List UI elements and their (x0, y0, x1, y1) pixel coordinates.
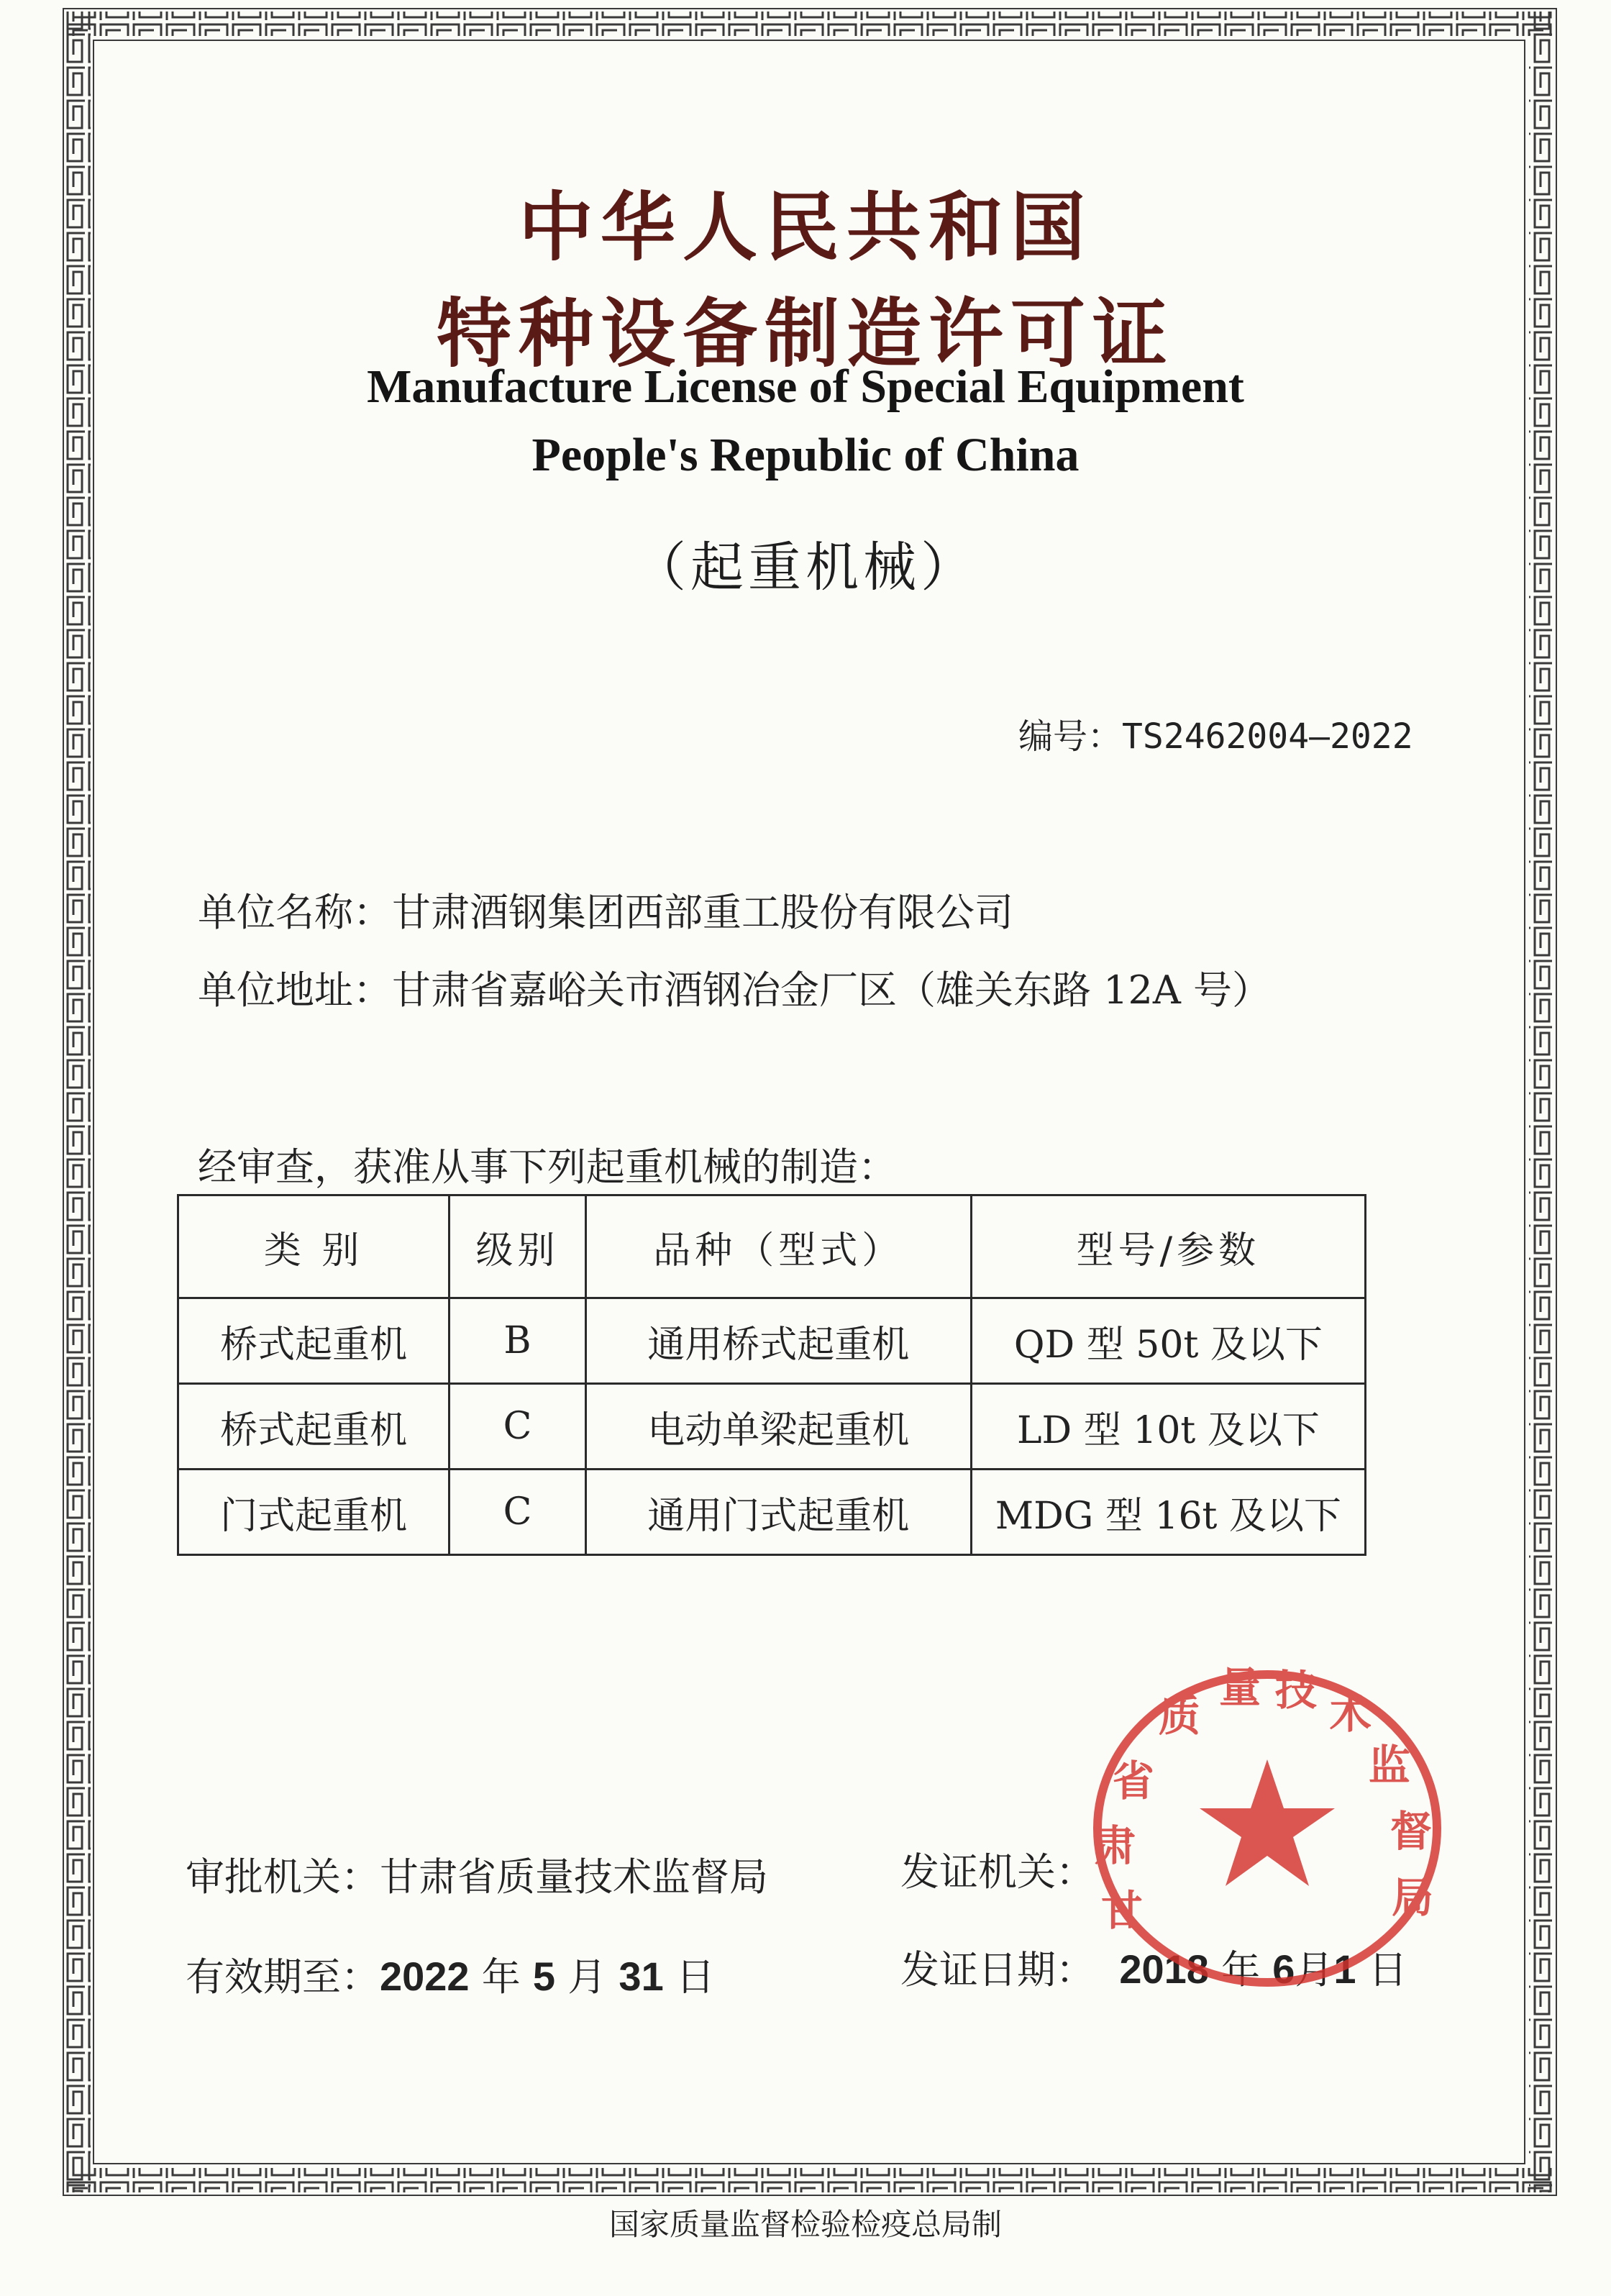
printer-note: 国家质量监督检验检疫总局制 (608, 2207, 1002, 2242)
validity-day: 31 (619, 1954, 664, 1999)
svg-text:甘 肃 省: 甘 肃 省 质 量 技 术 监 督 局 (1093, 1663, 1434, 1935)
title-chinese-line-1: 中华人民共和国 (518, 183, 1092, 271)
cell-grade: B (449, 1298, 585, 1384)
cell-category: 桥式起重机 (178, 1384, 449, 1470)
validity-year-unit: 年 (481, 1954, 521, 2000)
equipment-category: （起重机械） (633, 537, 978, 598)
table-header-row (178, 1195, 1366, 1298)
unit-address-label: 单位地址： (198, 967, 392, 1013)
cell-category: 桥式起重机 (178, 1298, 449, 1384)
unit-name-value: 甘肃酒钢集团西部重工股份有限公司 (392, 890, 1013, 935)
issue-date-label: 发证日期： (900, 1947, 1095, 1992)
title-english-line-1: Manufacture License of Special Equipment (367, 360, 1244, 413)
table-row (178, 1384, 1366, 1470)
unit-address-row (198, 960, 1271, 1015)
approval-value: 甘肃省质量技术监督局 (380, 1854, 768, 1900)
serial-value: TS2462004—2022 (1122, 716, 1413, 757)
header-category: 类 别 (178, 1195, 449, 1298)
table-row (178, 1298, 1366, 1384)
validity-date (186, 1946, 715, 2002)
cell-grade: C (449, 1470, 585, 1555)
unit-address-value: 甘肃省嘉峪关市酒钢冶金厂区（雄关东路 12A 号） (392, 967, 1272, 1013)
table-row (178, 1470, 1366, 1555)
scope-intro: 经审查，获准从事下列起重机械的制造： (198, 1144, 897, 1190)
cell-variety: 通用门式起重机 (585, 1470, 971, 1555)
header-variety: 品种（型式） (585, 1195, 971, 1298)
issue-month-unit: 月 (1295, 1947, 1334, 1992)
cell-variety: 电动单梁起重机 (585, 1384, 971, 1470)
cell-variety: 通用桥式起重机 (585, 1298, 971, 1384)
serial-label: 编号： (1018, 716, 1123, 757)
header-grade: 级别 (449, 1195, 585, 1298)
cell-category: 门式起重机 (178, 1470, 449, 1555)
serial-number (1018, 709, 1413, 758)
header-model: 型号/参数 (971, 1195, 1365, 1298)
cell-model: QD 型 50t 及以下 (971, 1298, 1365, 1384)
validity-day-unit: 日 (675, 1954, 715, 2000)
validity-label: 有效期至： (186, 1954, 380, 2000)
approval-label: 审批机关： (186, 1854, 380, 1900)
issue-day: 1 (1333, 1946, 1356, 1992)
validity-month-unit: 月 (567, 1954, 607, 2000)
issue-year: 2018 (1119, 1946, 1209, 1992)
validity-month: 5 (532, 1954, 556, 1999)
title-english-line-2: People's Republic of China (531, 429, 1080, 481)
issue-year-unit: 年 (1221, 1947, 1261, 1992)
approval-authority (186, 1846, 768, 1902)
issue-month: 6 (1272, 1946, 1295, 1992)
license-scope-table (177, 1194, 1366, 1556)
validity-year: 2022 (380, 1954, 470, 1999)
issuer-label: 发证机关： (900, 1849, 1095, 1895)
official-seal-stamp (1079, 1652, 1453, 1997)
title-chinese-line-2: 特种设备制造许可证 (436, 290, 1174, 378)
unit-name-label: 单位名称： (198, 890, 392, 935)
cell-grade: C (449, 1384, 585, 1470)
issuing-authority (900, 1841, 1095, 1897)
unit-name-row (198, 882, 1013, 937)
issue-day-unit: 日 (1368, 1947, 1407, 1992)
cell-model: MDG 型 16t 及以下 (971, 1470, 1365, 1555)
cell-model: LD 型 10t 及以下 (971, 1384, 1365, 1470)
